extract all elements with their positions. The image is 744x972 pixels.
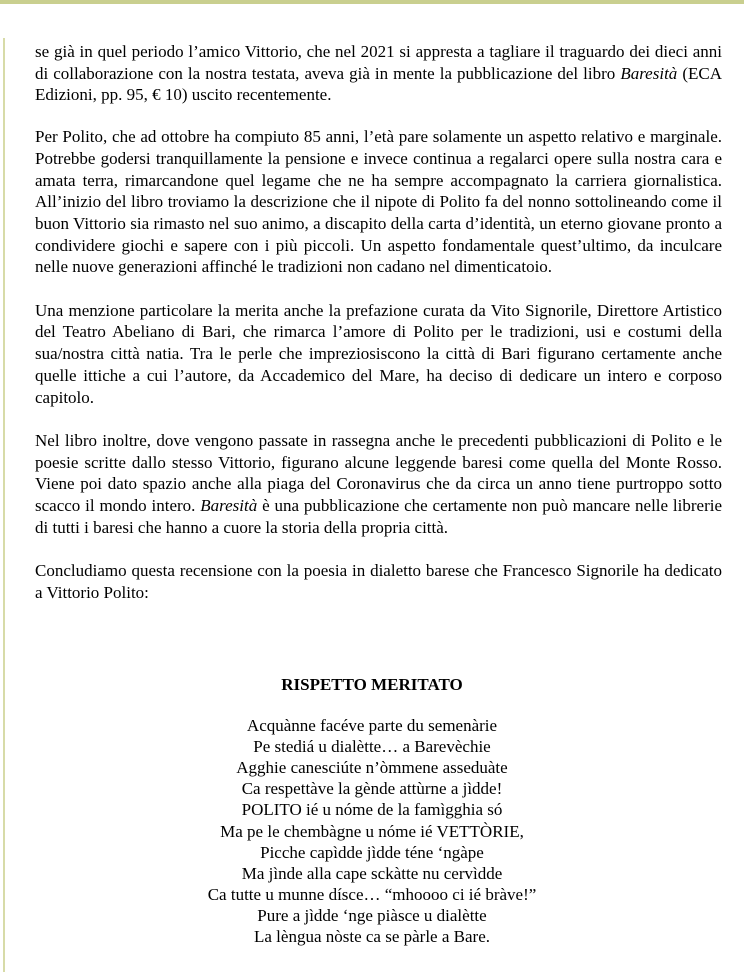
poem-line: Pure a jìdde ‘nge piàsce u dialètte	[257, 905, 487, 925]
paragraph-4	[35, 430, 722, 539]
poem-line: Acquànne facéve parte du semenàrie	[246, 716, 498, 736]
poem-line: POLITO ié u nóme de la famìgghia só	[241, 800, 503, 820]
paragraph-4-text-b: è una pubblicazione che certamente non può mancare nelle librerie di tutti i baresi che hanno a cuore la storia della propria città.	[35, 496, 722, 537]
poem-line: Pe stediá u dialètte… a Barevèchie	[253, 737, 491, 757]
book-title-italic: Baresità	[620, 63, 678, 83]
top-rule	[0, 0, 744, 4]
paragraph-1-text-b: (ECA Edizioni, pp. 95, € 10) uscito recentemente.	[35, 63, 722, 105]
poem-line: Agghie canesciúte n’òmmene asseduàte	[236, 758, 508, 778]
poem-line: Ma jìnde alla cape sckàtte nu cervìdde	[241, 863, 503, 883]
paragraph-2: Per Polito, che ad ottobre ha compiuto 85 anni, l’età pare solamente un aspetto relativo e marginale. Potrebbe godersi tranquillamente la pensione e invece continua a regalarci opere sulla nostra cara e amata terra, rimarcandone quel legame che ne ha sempre accompagnato la carriera giornalistica. All’inizio del libro troviamo la descrizione che il nipote di Polito fa del nonno sottolineando come il buon Vittorio sia rimasto nel suo animo, a discapito della carta d’identità, un eterno giovane pronto a condividere giochi e sapere con i più piccoli. Un aspetto fondamentale quest’ultimo, da inculcare nelle nuove generazioni affinché le tradizioni non cadano nel dimenticatoio.	[35, 127, 722, 277]
poem-title: RISPETTO MERITATO	[281, 675, 463, 694]
article-body	[35, 41, 722, 625]
paragraph-1-text-a: se già in quel periodo l’amico Vittorio, che nel 2021 si appresta a tagliare il traguardo dei dieci anni di collaborazione con la nostra testata, aveva già in mente la pubblicazione del libro	[35, 42, 722, 83]
paragraph-1	[35, 41, 722, 106]
paragraph-5: Concludiamo questa recensione con la poesia in dialetto barese che Francesco Signorile ha dedicato a Vittorio Polito:	[35, 561, 722, 602]
poem-line: Ca respettàve la gènde attùrne a jìdde!	[241, 779, 503, 799]
paragraph-4-text-a: Nel libro inoltre, dove vengono passate in rassegna anche le precedenti pubblicazioni di Polito e le poesie scritte dallo stesso Vittorio, figurano alcune leggende baresi come quella del Monte Rosso. Viene poi dato spazio anche alla piaga del Coronavirus che da circa un anno tiene purtroppo sotto scacco il mondo intero.	[35, 430, 722, 516]
poem-line: Ma pe le chembàgne u nóme ié VETTÒRIE,	[220, 821, 524, 841]
poem-line: Picche capìdde jìdde téne ‘ngàpe	[260, 842, 484, 862]
poem	[0, 674, 744, 947]
poem-line: La lèngua nòste ca se pàrle a Bare.	[254, 927, 490, 947]
paragraph-3: Una menzione particolare la merita anche la prefazione curata da Vito Signorile, Direttore Artistico del Teatro Abeliano di Bari, che rimarca l’amore di Polito per le tradizioni, usi e costumi della sua/nostra città natia. Tra le perle che impreziosiscono la città di Bari figurano certamente anche quelle ittiche a cui l’autore, da Accademico del Mare, ha deciso di dedicare un intero e corposo capitolo.	[35, 300, 722, 407]
book-title-italic: Baresità	[200, 496, 258, 516]
poem-line: Ca tutte u munne dísce… “mhoooo ci ié bràve!”	[207, 884, 537, 904]
